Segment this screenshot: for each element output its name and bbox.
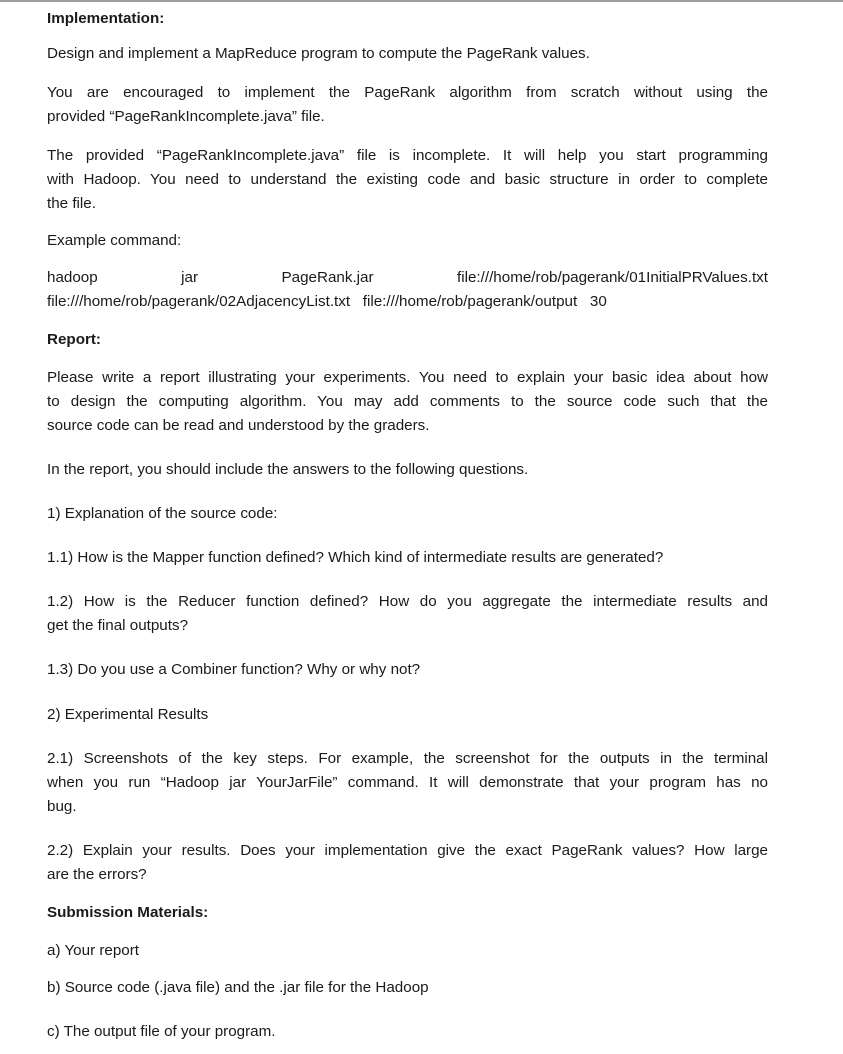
example-command-label: Example command: xyxy=(47,232,182,249)
report-heading: Report: xyxy=(47,331,101,348)
command-line-2 xyxy=(47,290,607,314)
command-hadoop: hadoop xyxy=(47,269,98,286)
encouraged-line-2: provided “PageRankIncomplete.java” file. xyxy=(47,108,325,125)
command-input2: file:///home/rob/pagerank/02AdjacencyList.txt xyxy=(47,293,351,310)
question-1-2-line-1: 1.2) How is the Reducer function defined? How do you aggregate the intermediate results and xyxy=(47,593,768,610)
implementation-heading: Implementation: xyxy=(47,10,165,27)
question-2-2-line-2: are the errors? xyxy=(47,866,147,883)
provided-line-3: the file. xyxy=(47,195,96,212)
submission-item-c: c) The output file of your program. xyxy=(47,1023,276,1040)
implementation-intro: Design and implement a MapReduce program to compute the PageRank values. xyxy=(47,45,590,62)
report-para-line-3: source code can be read and understood by the graders. xyxy=(47,417,430,434)
question-2-1-line-3: bug. xyxy=(47,798,77,815)
submission-heading: Submission Materials: xyxy=(47,904,209,921)
top-border xyxy=(0,0,843,2)
report-para-line-2: to design the computing algorithm. You may add comments to the source code such that the xyxy=(47,393,768,410)
report-para-line-1: Please write a report illustrating your experiments. You need to explain your basic idea about how xyxy=(47,369,768,386)
encouraged-line-1: You are encouraged to implement the PageRank algorithm from scratch without using the xyxy=(47,84,768,101)
submission-item-a: a) Your report xyxy=(47,942,140,959)
command-jarfile: PageRank.jar xyxy=(281,269,374,286)
provided-line-1: The provided “PageRankIncomplete.java” file is incomplete. It will help you start programming xyxy=(47,147,768,164)
submission-item-b: b) Source code (.java file) and the .jar file for the Hadoop xyxy=(47,979,429,996)
question-2-1-line-2: when you run “Hadoop jar YourJarFile” command. It will demonstrate that your program has no xyxy=(47,774,768,791)
question-2-2-line-1: 2.2) Explain your results. Does your implementation give the exact PageRank values? How large xyxy=(47,842,768,859)
command-line-1 xyxy=(47,266,768,290)
command-input1: file:///home/rob/pagerank/01InitialPRValues.txt xyxy=(457,269,768,286)
command-output: file:///home/rob/pagerank/output xyxy=(362,293,578,310)
command-iterations: 30 xyxy=(589,293,607,310)
question-1-1: 1.1) How is the Mapper function defined? Which kind of intermediate results are generated? xyxy=(47,549,664,566)
question-1-3: 1.3) Do you use a Combiner function? Why or why not? xyxy=(47,661,421,678)
question-2: 2) Experimental Results xyxy=(47,706,209,723)
command-jar: jar xyxy=(181,269,199,286)
provided-line-2: with Hadoop. You need to understand the existing code and basic structure in order to complete xyxy=(47,171,768,188)
question-2-1-line-1: 2.1) Screenshots of the key steps. For example, the screenshot for the outputs in the terminal xyxy=(47,750,768,767)
questions-intro: In the report, you should include the answers to the following questions. xyxy=(47,461,529,478)
question-1-2-line-2: get the final outputs? xyxy=(47,617,189,634)
question-1: 1) Explanation of the source code: xyxy=(47,505,278,522)
